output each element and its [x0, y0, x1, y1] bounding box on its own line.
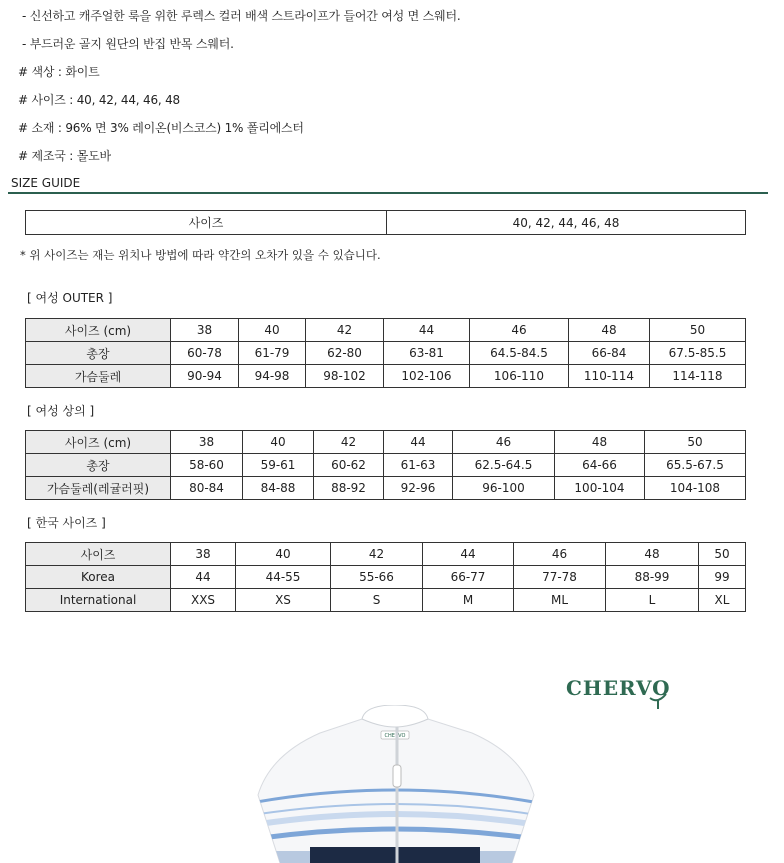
size-cell: 40: [239, 319, 306, 342]
table-cell: 64-66: [555, 454, 645, 477]
table-cell: 55-66: [331, 566, 423, 589]
size-cell: 38: [171, 543, 236, 566]
size-cell: 38: [171, 319, 239, 342]
size-cell: 46: [514, 543, 606, 566]
description-line-2: - 부드러운 골지 원단의 반집 반목 스웨터.: [22, 37, 234, 51]
outer-size-table: [25, 318, 746, 388]
size-cell: 48: [569, 319, 650, 342]
table-row: [26, 431, 746, 454]
summary-value: 40, 42, 44, 46, 48: [387, 211, 746, 235]
table-cell: 44: [171, 566, 236, 589]
table-cell: 64.5-84.5: [470, 342, 569, 365]
table-cell: 62.5-64.5: [453, 454, 555, 477]
table-cell: 84-88: [243, 477, 314, 500]
table-cell: 80-84: [171, 477, 243, 500]
size-cell: 48: [555, 431, 645, 454]
size-cell: 42: [306, 319, 384, 342]
table-row: [26, 477, 746, 500]
table-cell: 62-80: [306, 342, 384, 365]
size-cell: 44: [423, 543, 514, 566]
table-cell: 67.5-85.5: [650, 342, 746, 365]
size-guide-divider: [8, 192, 768, 194]
table-cell: XL: [699, 589, 746, 612]
header-label: 사이즈 (cm): [26, 319, 171, 342]
table-row: [26, 454, 746, 477]
top-size-table: [25, 430, 746, 500]
table-cell: 98-102: [306, 365, 384, 388]
table-cell: 94-98: [239, 365, 306, 388]
table-row: [26, 365, 746, 388]
table-cell: 106-110: [470, 365, 569, 388]
table-cell: 63-81: [384, 342, 470, 365]
summary-label: 사이즈: [26, 211, 387, 235]
table-row: [26, 319, 746, 342]
row-label: 총장: [26, 454, 171, 477]
size-cell: 40: [243, 431, 314, 454]
color-spec: # 색상 : 화이트: [18, 65, 100, 79]
outer-table-caption: [ 여성 OUTER ]: [27, 291, 113, 305]
product-sweater-image: [240, 705, 550, 863]
brand-logo-text: CHERVO: [566, 676, 671, 700]
table-cell: 66-84: [569, 342, 650, 365]
table-cell: 58-60: [171, 454, 243, 477]
table-row: [26, 589, 746, 612]
table-cell: 100-104: [555, 477, 645, 500]
table-cell: S: [331, 589, 423, 612]
table-cell: 114-118: [650, 365, 746, 388]
neck-tag-label: CHERVO: [384, 733, 406, 739]
size-cell: 44: [384, 431, 453, 454]
row-label: 가슴둘레(레귤러핏): [26, 477, 171, 500]
table-row: [26, 566, 746, 589]
size-cell: 46: [453, 431, 555, 454]
table-cell: 90-94: [171, 365, 239, 388]
table-cell: 59-61: [243, 454, 314, 477]
table-cell: 88-99: [606, 566, 699, 589]
table-cell: L: [606, 589, 699, 612]
table-cell: 65.5-67.5: [645, 454, 746, 477]
table-cell: 61-63: [384, 454, 453, 477]
size-cell: 40: [236, 543, 331, 566]
table-row: [26, 342, 746, 365]
top-table-caption: [ 여성 상의 ]: [27, 404, 95, 418]
row-label: 총장: [26, 342, 171, 365]
table-cell: XS: [236, 589, 331, 612]
size-cell: 44: [384, 319, 470, 342]
size-cell: 42: [314, 431, 384, 454]
size-cell: 50: [650, 319, 746, 342]
table-cell: ML: [514, 589, 606, 612]
size-cell: 38: [171, 431, 243, 454]
table-cell: 61-79: [239, 342, 306, 365]
size-cell: 42: [331, 543, 423, 566]
header-label: 사이즈 (cm): [26, 431, 171, 454]
table-cell: 104-108: [645, 477, 746, 500]
table-cell: 110-114: [569, 365, 650, 388]
measurement-note: * 위 사이즈는 재는 위치나 방법에 따라 약간의 오차가 있을 수 있습니다.: [20, 248, 381, 262]
row-label: International: [26, 589, 171, 612]
origin-spec: # 제조국 : 몰도바: [18, 149, 111, 163]
table-cell: 77-78: [514, 566, 606, 589]
sizes-spec: # 사이즈 : 40, 42, 44, 46, 48: [18, 93, 180, 107]
size-cell: 46: [470, 319, 569, 342]
korea-table-caption: [ 한국 사이즈 ]: [27, 516, 106, 530]
size-guide-title: SIZE GUIDE: [11, 176, 81, 190]
table-cell: M: [423, 589, 514, 612]
table-cell: 102-106: [384, 365, 470, 388]
size-cell: 50: [699, 543, 746, 566]
material-spec: # 소재 : 96% 면 3% 레이온(비스코스) 1% 폴리에스터: [18, 121, 304, 135]
header-label: 사이즈: [26, 543, 171, 566]
size-cell: 48: [606, 543, 699, 566]
table-row: [26, 543, 746, 566]
table-cell: 60-78: [171, 342, 239, 365]
table-cell: 99: [699, 566, 746, 589]
size-summary-table: [25, 210, 746, 235]
table-cell: 96-100: [453, 477, 555, 500]
row-label: Korea: [26, 566, 171, 589]
table-cell: 44-55: [236, 566, 331, 589]
korea-size-table: [25, 542, 746, 612]
row-label: 가슴둘레: [26, 365, 171, 388]
logo-swoosh-icon: [648, 690, 668, 710]
size-cell: 50: [645, 431, 746, 454]
table-cell: 60-62: [314, 454, 384, 477]
table-cell: XXS: [171, 589, 236, 612]
table-cell: 92-96: [384, 477, 453, 500]
description-line-1: - 신선하고 캐주얼한 룩을 위한 루렉스 컬러 배색 스트라이프가 들어간 여성 면 스웨터.: [22, 9, 461, 23]
table-cell: 88-92: [314, 477, 384, 500]
table-cell: 66-77: [423, 566, 514, 589]
